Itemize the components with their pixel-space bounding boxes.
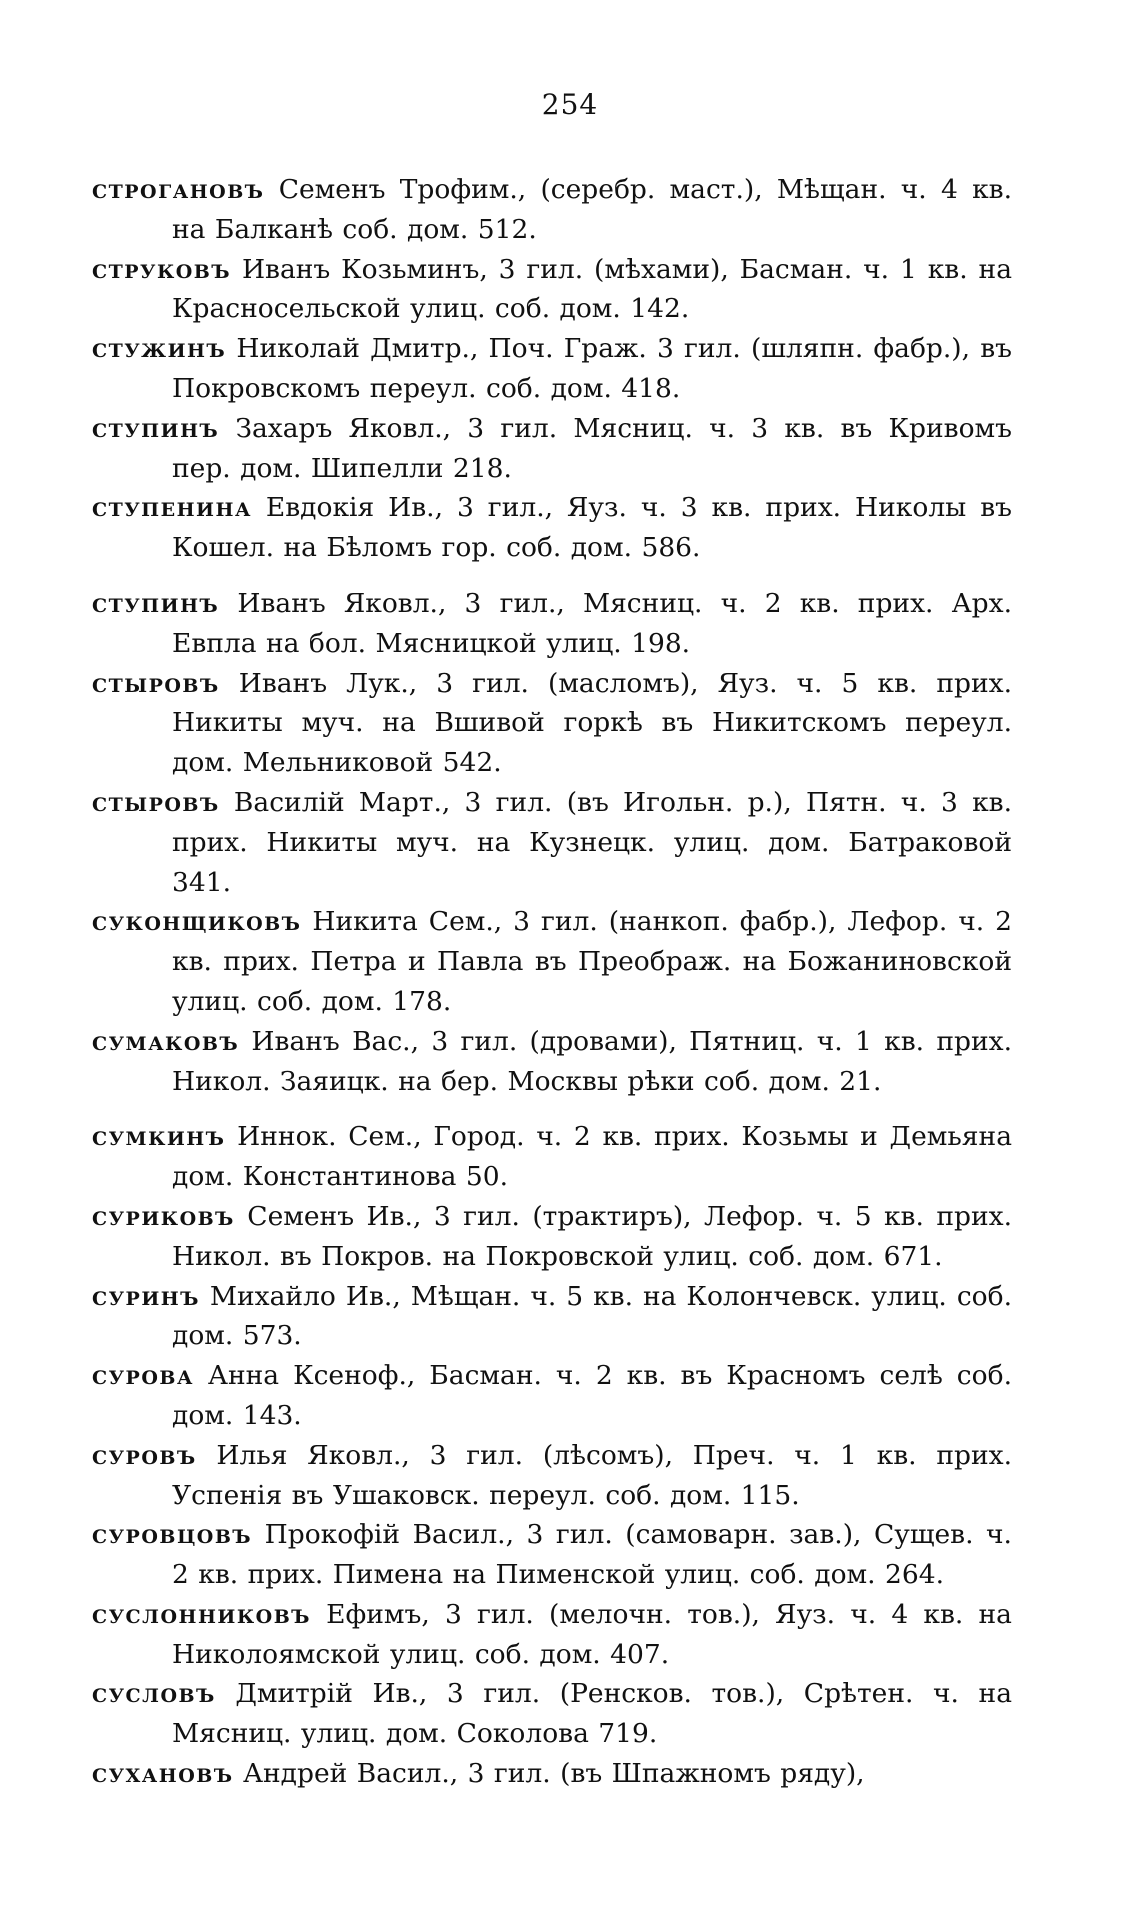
directory-entry (92, 488, 1012, 568)
directory-entries (92, 170, 1012, 1794)
entry-surname: суровцовъ (92, 1519, 253, 1551)
directory-entry (92, 1754, 1012, 1794)
directory-entry (92, 1436, 1012, 1516)
entry-text: Василій Март., 3 гил. (въ Игольн. р.), Пятн. ч. 3 кв. прих. Никиты муч. на Кузнецк. улиц. дом. Батраковой 341. (172, 786, 1012, 898)
entry-surname: стыровъ (92, 786, 220, 818)
entry-surname: ступинъ (92, 412, 220, 444)
entry-text: Прокофій Васил., 3 гил. (самоварн. зав.), Сущев. ч. 2 кв. прих. Пимена на Пименской улиц. соб. дом. 264. (172, 1519, 1012, 1591)
entry-text: Дмитрій Ив., 3 гил. (Ренсков. тов.), Срѣтен. ч. на Мясниц. улиц. дом. Соколова 719. (172, 1678, 1012, 1750)
entry-surname: струковъ (92, 253, 232, 285)
entry-text: Илья Яковл., 3 гил. (лѣсомъ), Преч. ч. 1 кв. прих. Успенія въ Ушаковск. переул. соб. дом. 115. (172, 1439, 1012, 1511)
entry-surname: сумаковъ (92, 1025, 240, 1057)
entry-text: Иннок. Сем., Город. ч. 2 кв. прих. Козьмы и Демьяна дом. Константинова 50. (172, 1121, 1012, 1193)
entry-surname: сусловъ (92, 1678, 216, 1710)
entry-surname: суслонниковъ (92, 1598, 311, 1630)
directory-entry (92, 1515, 1012, 1595)
entry-surname: суриковъ (92, 1200, 235, 1232)
entry-text: Семенъ Трофим., (серебр. маст.), Мѣщан. ч. 4 кв. на Балканѣ соб. дом. 512. (172, 174, 1012, 245)
directory-entry (92, 783, 1012, 902)
entry-text: Ефимъ, 3 гил. (мелочн. тов.), Яуз. ч. 4 кв. на Николоямской улиц. соб. дом. 407. (172, 1598, 1012, 1670)
directory-entry (92, 329, 1012, 409)
entry-text: Иванъ Яковл., 3 гил., Мясниц. ч. 2 кв. прих. Арх. Евпла на бол. Мясницкой улиц. 198. (172, 587, 1012, 659)
entry-surname: суконщиковъ (92, 906, 302, 938)
entry-surname: стыровъ (92, 667, 220, 699)
page-number: 254 (541, 88, 599, 121)
entry-text: Никита Сем., 3 гил. (нанкоп. фабр.), Лефор. ч. 2 кв. прих. Петра и Павла въ Преображ. на Божаниновской улиц. соб. дом. 178. (172, 906, 1012, 1017)
entry-surname: сурова (92, 1360, 194, 1392)
directory-entry (92, 170, 1012, 250)
directory-entry (92, 664, 1012, 783)
entry-surname: ступенина (92, 492, 252, 524)
entry-surname: суринъ (92, 1280, 200, 1312)
entry-surname: сухановъ (92, 1758, 234, 1790)
directory-entry (92, 1277, 1012, 1357)
directory-entry (92, 1674, 1012, 1754)
directory-entry (92, 1197, 1012, 1277)
entry-text: Захаръ Яковл., 3 гил. Мясниц. ч. 3 кв. въ Кривомъ пер. дом. Шипелли 218. (172, 412, 1012, 484)
directory-entry (92, 902, 1012, 1021)
entry-text: Михайло Ив., Мѣщан. ч. 5 кв. на Колончевск. улиц. соб. дом. 573. (172, 1280, 1012, 1352)
directory-entry (92, 1356, 1012, 1436)
directory-entry (92, 1117, 1012, 1197)
directory-entry (92, 250, 1012, 330)
entry-surname: строгановъ (92, 174, 265, 205)
entry-text: Иванъ Лук., 3 гил. (масломъ), Яуз. ч. 5 кв. прих. Никиты муч. на Вшивой горкѣ въ Никитскомъ переул. дом. Мельниковой 542. (172, 667, 1012, 779)
entry-text: Анна Ксеноф., Басман. ч. 2 кв. въ Красномъ селѣ соб. дом. 143. (172, 1360, 1012, 1431)
entry-text: Андрей Васил., 3 гил. (въ Шпажномъ ряду), (242, 1758, 865, 1790)
entry-text: Иванъ Козьминъ, 3 гил. (мѣхами), Басман. ч. 1 кв. на Красносельской улиц. соб. дом. 142. (172, 253, 1012, 325)
entry-surname: сумкинъ (92, 1121, 226, 1153)
directory-entry (92, 1595, 1012, 1675)
directory-entry (92, 409, 1012, 489)
directory-entry (92, 1022, 1012, 1102)
entry-surname: суровъ (92, 1439, 197, 1471)
entry-text: Иванъ Вас., 3 гил. (дровами), Пятниц. ч. 1 кв. прих. Никол. Заяицк. на бер. Москвы рѣки соб. дом. 21. (172, 1025, 1012, 1097)
entry-surname: стужинъ (92, 333, 227, 365)
directory-entry (92, 584, 1012, 664)
entry-surname: ступинъ (92, 587, 220, 619)
entry-text: Николай Дмитр., Поч. Граж. 3 гил. (шляпн. фабр.), въ Покровскомъ переул. соб. дом. 418. (172, 333, 1012, 404)
entry-text: Евдокія Ив., 3 гил., Яуз. ч. 3 кв. прих. Николы въ Кошел. на Бѣломъ гор. соб. дом. 586. (172, 492, 1012, 564)
entry-text: Семенъ Ив., 3 гил. (трактиръ), Лефор. ч. 5 кв. прих. Никол. въ Покров. на Покровской улиц. соб. дом. 671. (172, 1200, 1012, 1272)
